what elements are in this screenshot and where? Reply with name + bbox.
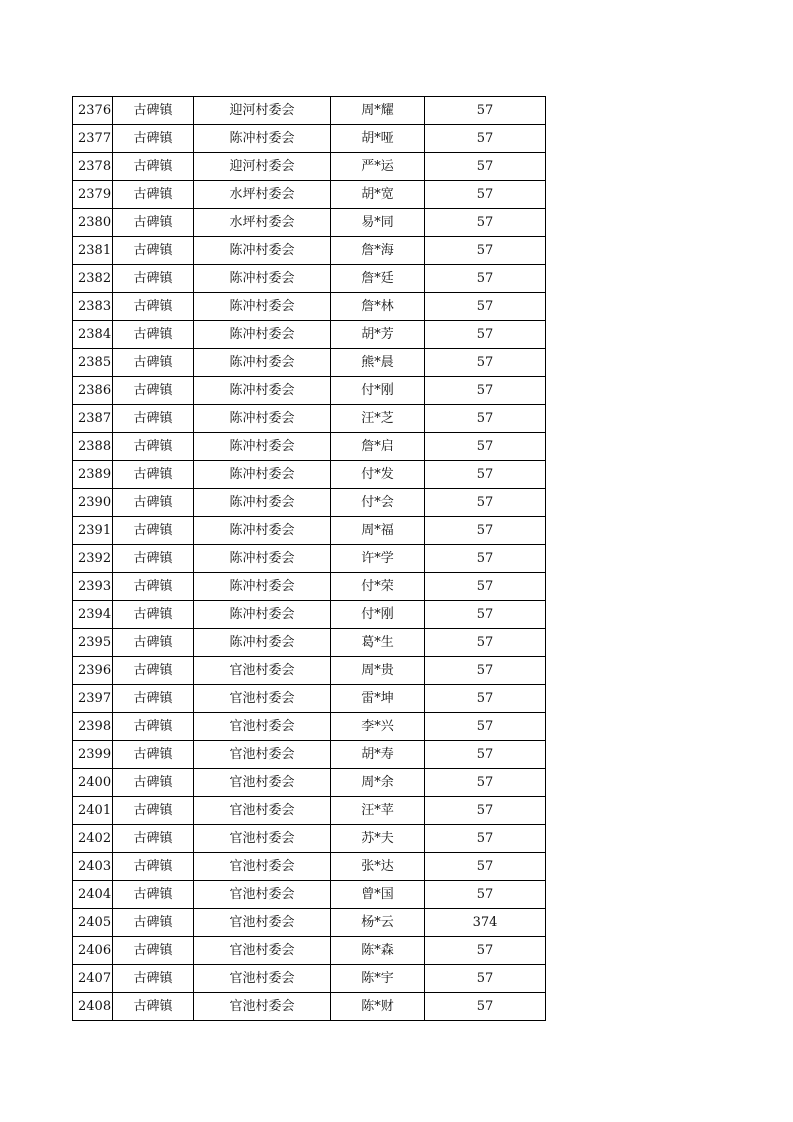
cell-amount: 57 xyxy=(425,349,546,377)
cell-amount: 57 xyxy=(425,993,546,1021)
table-row xyxy=(73,993,546,1021)
cell-serial-number: 2406 xyxy=(73,937,113,965)
table-row xyxy=(73,153,546,181)
cell-amount: 57 xyxy=(425,769,546,797)
cell-town: 古碑镇 xyxy=(113,209,194,237)
cell-amount: 57 xyxy=(425,489,546,517)
cell-serial-number: 2403 xyxy=(73,853,113,881)
table-row xyxy=(73,797,546,825)
table-row xyxy=(73,769,546,797)
cell-town: 古碑镇 xyxy=(113,461,194,489)
cell-person-name: 付*荣 xyxy=(331,573,425,601)
cell-village-committee: 陈冲村委会 xyxy=(194,573,331,601)
cell-town: 古碑镇 xyxy=(113,433,194,461)
cell-serial-number: 2384 xyxy=(73,321,113,349)
table-row xyxy=(73,685,546,713)
cell-amount: 57 xyxy=(425,853,546,881)
table-row xyxy=(73,657,546,685)
cell-person-name: 熊*晨 xyxy=(331,349,425,377)
cell-person-name: 张*达 xyxy=(331,853,425,881)
cell-amount: 57 xyxy=(425,209,546,237)
cell-serial-number: 2376 xyxy=(73,97,113,125)
table-row xyxy=(73,545,546,573)
cell-person-name: 汪*苹 xyxy=(331,797,425,825)
cell-serial-number: 2400 xyxy=(73,769,113,797)
cell-village-committee: 官池村委会 xyxy=(194,909,331,937)
cell-village-committee: 官池村委会 xyxy=(194,881,331,909)
cell-village-committee: 陈冲村委会 xyxy=(194,237,331,265)
cell-person-name: 周*余 xyxy=(331,769,425,797)
cell-village-committee: 陈冲村委会 xyxy=(194,433,331,461)
cell-amount: 57 xyxy=(425,181,546,209)
cell-person-name: 李*兴 xyxy=(331,713,425,741)
cell-serial-number: 2399 xyxy=(73,741,113,769)
table-row xyxy=(73,321,546,349)
cell-town: 古碑镇 xyxy=(113,321,194,349)
cell-amount: 57 xyxy=(425,881,546,909)
cell-amount: 57 xyxy=(425,97,546,125)
cell-serial-number: 2402 xyxy=(73,825,113,853)
cell-amount: 57 xyxy=(425,937,546,965)
cell-person-name: 付*发 xyxy=(331,461,425,489)
cell-town: 古碑镇 xyxy=(113,853,194,881)
cell-person-name: 詹*廷 xyxy=(331,265,425,293)
table-row xyxy=(73,349,546,377)
table-row xyxy=(73,125,546,153)
cell-serial-number: 2386 xyxy=(73,377,113,405)
cell-town: 古碑镇 xyxy=(113,993,194,1021)
cell-amount: 57 xyxy=(425,265,546,293)
cell-person-name: 付*刚 xyxy=(331,601,425,629)
cell-village-committee: 陈冲村委会 xyxy=(194,629,331,657)
cell-person-name: 杨*云 xyxy=(331,909,425,937)
cell-village-committee: 陈冲村委会 xyxy=(194,125,331,153)
cell-amount: 57 xyxy=(425,601,546,629)
cell-village-committee: 官池村委会 xyxy=(194,657,331,685)
cell-person-name: 易*同 xyxy=(331,209,425,237)
cell-serial-number: 2405 xyxy=(73,909,113,937)
cell-town: 古碑镇 xyxy=(113,741,194,769)
cell-amount: 374 xyxy=(425,909,546,937)
cell-town: 古碑镇 xyxy=(113,965,194,993)
table-row xyxy=(73,237,546,265)
cell-town: 古碑镇 xyxy=(113,685,194,713)
cell-serial-number: 2408 xyxy=(73,993,113,1021)
cell-person-name: 许*学 xyxy=(331,545,425,573)
cell-amount: 57 xyxy=(425,293,546,321)
cell-village-committee: 陈冲村委会 xyxy=(194,265,331,293)
cell-town: 古碑镇 xyxy=(113,629,194,657)
cell-amount: 57 xyxy=(425,125,546,153)
cell-town: 古碑镇 xyxy=(113,825,194,853)
table-row xyxy=(73,461,546,489)
cell-serial-number: 2391 xyxy=(73,517,113,545)
cell-town: 古碑镇 xyxy=(113,545,194,573)
cell-amount: 57 xyxy=(425,153,546,181)
table-row xyxy=(73,405,546,433)
table-row xyxy=(73,741,546,769)
cell-amount: 57 xyxy=(425,797,546,825)
cell-village-committee: 陈冲村委会 xyxy=(194,461,331,489)
cell-serial-number: 2392 xyxy=(73,545,113,573)
cell-amount: 57 xyxy=(425,965,546,993)
cell-amount: 57 xyxy=(425,825,546,853)
cell-amount: 57 xyxy=(425,321,546,349)
cell-town: 古碑镇 xyxy=(113,573,194,601)
cell-serial-number: 2397 xyxy=(73,685,113,713)
table-row xyxy=(73,713,546,741)
cell-town: 古碑镇 xyxy=(113,601,194,629)
cell-town: 古碑镇 xyxy=(113,125,194,153)
cell-person-name: 詹*海 xyxy=(331,237,425,265)
cell-person-name: 周*贵 xyxy=(331,657,425,685)
cell-village-committee: 官池村委会 xyxy=(194,685,331,713)
cell-person-name: 付*刚 xyxy=(331,377,425,405)
table-row xyxy=(73,601,546,629)
cell-village-committee: 官池村委会 xyxy=(194,993,331,1021)
cell-village-committee: 陈冲村委会 xyxy=(194,377,331,405)
cell-village-committee: 官池村委会 xyxy=(194,853,331,881)
roster-table xyxy=(72,96,546,1021)
cell-village-committee: 官池村委会 xyxy=(194,825,331,853)
cell-person-name: 汪*芝 xyxy=(331,405,425,433)
cell-town: 古碑镇 xyxy=(113,517,194,545)
cell-serial-number: 2401 xyxy=(73,797,113,825)
cell-village-committee: 陈冲村委会 xyxy=(194,601,331,629)
cell-town: 古碑镇 xyxy=(113,181,194,209)
cell-town: 古碑镇 xyxy=(113,657,194,685)
cell-serial-number: 2389 xyxy=(73,461,113,489)
cell-village-committee: 陈冲村委会 xyxy=(194,517,331,545)
cell-serial-number: 2378 xyxy=(73,153,113,181)
cell-serial-number: 2398 xyxy=(73,713,113,741)
cell-serial-number: 2393 xyxy=(73,573,113,601)
table-row xyxy=(73,209,546,237)
table-row xyxy=(73,825,546,853)
cell-town: 古碑镇 xyxy=(113,97,194,125)
cell-serial-number: 2382 xyxy=(73,265,113,293)
cell-person-name: 胡*芳 xyxy=(331,321,425,349)
roster-table-body xyxy=(73,97,546,1021)
table-row xyxy=(73,909,546,937)
cell-serial-number: 2394 xyxy=(73,601,113,629)
cell-village-committee: 陈冲村委会 xyxy=(194,545,331,573)
cell-town: 古碑镇 xyxy=(113,377,194,405)
cell-person-name: 曾*国 xyxy=(331,881,425,909)
cell-village-committee: 官池村委会 xyxy=(194,741,331,769)
cell-person-name: 周*耀 xyxy=(331,97,425,125)
cell-serial-number: 2390 xyxy=(73,489,113,517)
cell-village-committee: 官池村委会 xyxy=(194,965,331,993)
cell-amount: 57 xyxy=(425,629,546,657)
cell-amount: 57 xyxy=(425,377,546,405)
cell-town: 古碑镇 xyxy=(113,293,194,321)
cell-town: 古碑镇 xyxy=(113,349,194,377)
cell-serial-number: 2381 xyxy=(73,237,113,265)
cell-serial-number: 2379 xyxy=(73,181,113,209)
cell-village-committee: 官池村委会 xyxy=(194,713,331,741)
cell-person-name: 严*运 xyxy=(331,153,425,181)
cell-village-committee: 迎河村委会 xyxy=(194,153,331,181)
cell-person-name: 付*会 xyxy=(331,489,425,517)
cell-amount: 57 xyxy=(425,573,546,601)
cell-town: 古碑镇 xyxy=(113,489,194,517)
cell-person-name: 苏*夫 xyxy=(331,825,425,853)
cell-person-name: 詹*林 xyxy=(331,293,425,321)
cell-serial-number: 2388 xyxy=(73,433,113,461)
table-row xyxy=(73,97,546,125)
cell-town: 古碑镇 xyxy=(113,881,194,909)
table-row xyxy=(73,881,546,909)
cell-town: 古碑镇 xyxy=(113,405,194,433)
cell-serial-number: 2377 xyxy=(73,125,113,153)
cell-town: 古碑镇 xyxy=(113,909,194,937)
table-row xyxy=(73,377,546,405)
cell-person-name: 胡*哑 xyxy=(331,125,425,153)
cell-serial-number: 2383 xyxy=(73,293,113,321)
cell-amount: 57 xyxy=(425,741,546,769)
cell-town: 古碑镇 xyxy=(113,937,194,965)
cell-village-committee: 官池村委会 xyxy=(194,797,331,825)
cell-person-name: 葛*生 xyxy=(331,629,425,657)
cell-person-name: 周*福 xyxy=(331,517,425,545)
table-row xyxy=(73,853,546,881)
cell-amount: 57 xyxy=(425,545,546,573)
cell-person-name: 詹*启 xyxy=(331,433,425,461)
cell-serial-number: 2395 xyxy=(73,629,113,657)
cell-amount: 57 xyxy=(425,433,546,461)
cell-person-name: 胡*宽 xyxy=(331,181,425,209)
cell-village-committee: 陈冲村委会 xyxy=(194,293,331,321)
cell-town: 古碑镇 xyxy=(113,797,194,825)
cell-serial-number: 2404 xyxy=(73,881,113,909)
cell-serial-number: 2387 xyxy=(73,405,113,433)
cell-village-committee: 陈冲村委会 xyxy=(194,489,331,517)
table-row xyxy=(73,629,546,657)
cell-amount: 57 xyxy=(425,237,546,265)
cell-amount: 57 xyxy=(425,713,546,741)
cell-person-name: 陈*财 xyxy=(331,993,425,1021)
cell-person-name: 胡*寿 xyxy=(331,741,425,769)
cell-amount: 57 xyxy=(425,685,546,713)
cell-village-committee: 官池村委会 xyxy=(194,769,331,797)
cell-serial-number: 2396 xyxy=(73,657,113,685)
cell-amount: 57 xyxy=(425,657,546,685)
cell-village-committee: 陈冲村委会 xyxy=(194,349,331,377)
cell-serial-number: 2380 xyxy=(73,209,113,237)
table-row xyxy=(73,433,546,461)
cell-amount: 57 xyxy=(425,517,546,545)
cell-village-committee: 水坪村委会 xyxy=(194,181,331,209)
cell-town: 古碑镇 xyxy=(113,237,194,265)
cell-village-committee: 官池村委会 xyxy=(194,937,331,965)
cell-town: 古碑镇 xyxy=(113,713,194,741)
cell-amount: 57 xyxy=(425,405,546,433)
cell-village-committee: 水坪村委会 xyxy=(194,209,331,237)
cell-town: 古碑镇 xyxy=(113,153,194,181)
table-row xyxy=(73,293,546,321)
cell-person-name: 陈*宇 xyxy=(331,965,425,993)
cell-amount: 57 xyxy=(425,461,546,489)
table-row xyxy=(73,489,546,517)
cell-serial-number: 2407 xyxy=(73,965,113,993)
table-row xyxy=(73,965,546,993)
table-row xyxy=(73,265,546,293)
cell-serial-number: 2385 xyxy=(73,349,113,377)
cell-person-name: 陈*森 xyxy=(331,937,425,965)
cell-town: 古碑镇 xyxy=(113,265,194,293)
cell-village-committee: 陈冲村委会 xyxy=(194,321,331,349)
table-row xyxy=(73,181,546,209)
cell-town: 古碑镇 xyxy=(113,769,194,797)
cell-person-name: 雷*坤 xyxy=(331,685,425,713)
cell-village-committee: 迎河村委会 xyxy=(194,97,331,125)
table-row xyxy=(73,573,546,601)
table-row xyxy=(73,937,546,965)
cell-village-committee: 陈冲村委会 xyxy=(194,405,331,433)
table-row xyxy=(73,517,546,545)
